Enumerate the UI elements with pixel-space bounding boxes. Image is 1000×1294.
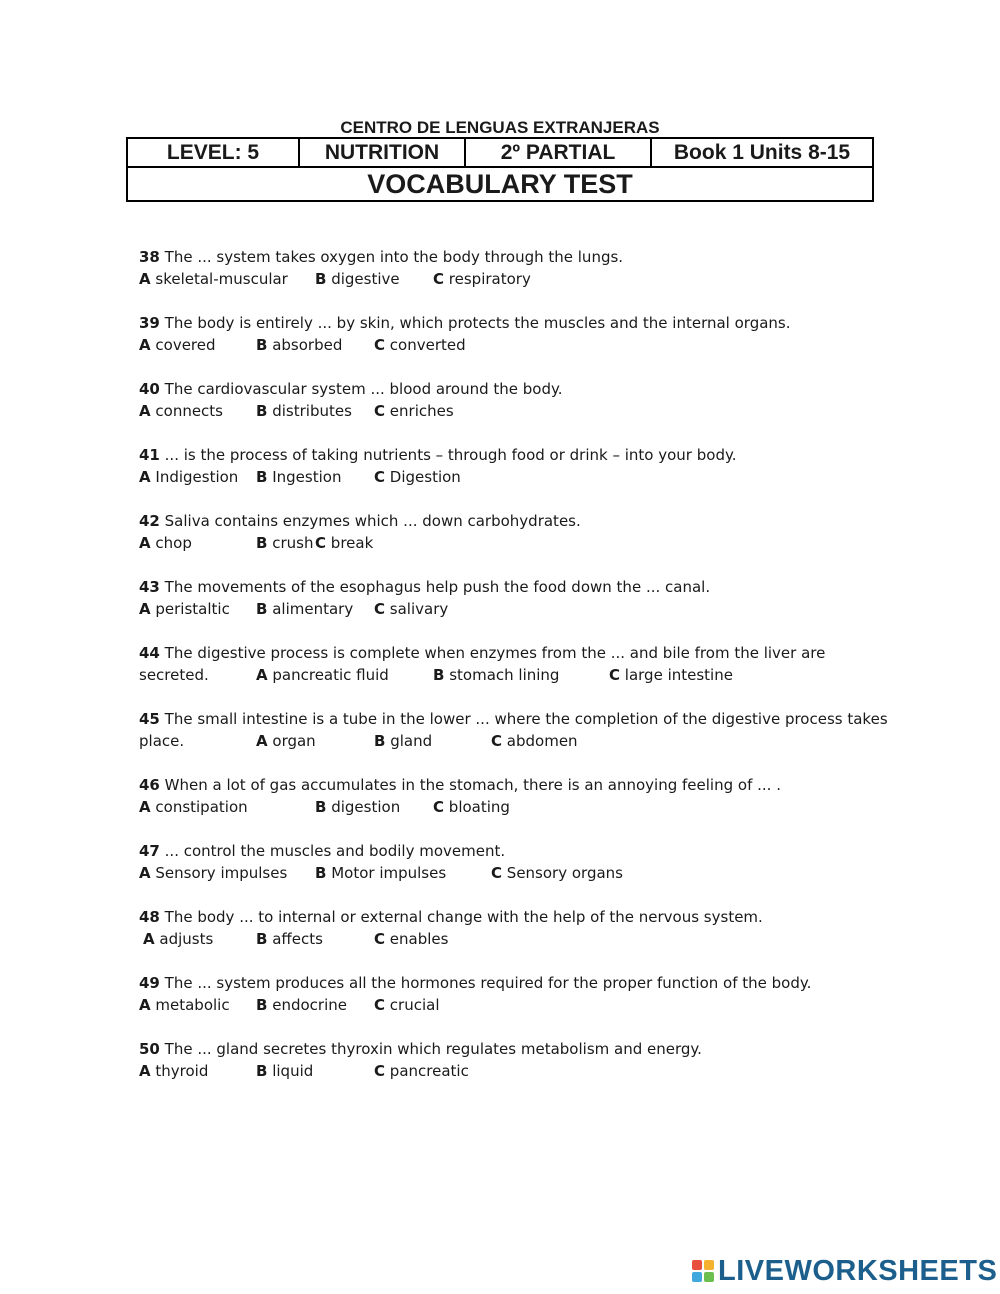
option-letter: C [374,930,386,948]
header-title-row [127,167,873,201]
question-stem [139,708,888,730]
question-text: ... control the muscles and bodily movement. [164,842,506,860]
option-letter: A [139,534,151,552]
question-number: 47 [139,842,160,860]
option-letter: B [256,336,268,354]
option-c[interactable] [315,532,373,554]
option-c[interactable] [374,994,440,1016]
option-letter: B [433,666,445,684]
option-text: affects [272,930,323,948]
option-text: chop [155,534,192,552]
option-letter: A [139,270,151,288]
option-text: alimentary [272,600,354,618]
option-letter: C [374,402,386,420]
question-text: The cardiovascular system ... blood around the body. [164,380,563,398]
option-a[interactable] [256,730,316,752]
question-49 [139,972,879,1016]
logo-square [692,1260,702,1270]
question-41 [139,444,879,488]
question-43 [139,576,879,620]
answer-options [139,532,879,554]
option-text: organ [272,732,316,750]
option-a[interactable] [139,796,248,818]
option-a[interactable] [139,466,238,488]
option-text: distributes [272,402,352,420]
question-number: 44 [139,644,160,662]
option-b[interactable] [315,268,400,290]
option-text: crucial [389,996,440,1014]
option-text: converted [389,336,466,354]
question-stem [139,378,879,400]
question-stem [139,246,879,268]
answer-options [139,730,879,752]
option-c[interactable] [433,796,510,818]
option-letter: C [433,270,445,288]
option-letter: C [374,336,386,354]
option-text: break [330,534,374,552]
test-header-table [126,137,874,202]
option-b[interactable] [256,994,347,1016]
question-number: 41 [139,446,160,464]
question-text: The digestive process is complete when enzymes from the ... and bile from the liver are [164,644,826,662]
option-b[interactable] [256,466,341,488]
test-title: VOCABULARY TEST [127,167,873,201]
option-letter: A [139,996,151,1014]
question-stem [139,774,879,796]
option-letter: B [256,402,268,420]
option-text: Digestion [389,468,461,486]
option-text: Motor impulses [331,864,447,882]
option-c[interactable] [491,730,578,752]
option-a[interactable] [139,400,223,422]
option-c[interactable] [609,664,733,686]
option-letter: A [139,336,151,354]
option-letter: B [315,270,327,288]
option-b[interactable] [256,928,323,950]
option-text: Sensory organs [506,864,623,882]
answer-options [139,334,879,356]
option-a[interactable] [139,334,216,356]
option-c[interactable] [374,466,461,488]
answer-options [139,1060,879,1082]
option-text: thyroid [155,1062,209,1080]
option-text: pancreatic fluid [272,666,389,684]
option-text: enables [389,930,449,948]
logo-square [704,1260,714,1270]
question-text: The body is entirely ... by skin, which protects the muscles and the internal organs. [164,314,791,332]
question-number: 43 [139,578,160,596]
option-c[interactable] [374,400,454,422]
option-letter: C [374,996,386,1014]
question-stem [139,906,879,928]
question-45 [139,708,888,752]
option-text: stomach lining [449,666,560,684]
option-text: Ingestion [272,468,342,486]
option-c[interactable] [433,268,531,290]
option-b[interactable] [256,598,353,620]
logo-text: LIVEWORKSHEETS [718,1254,998,1287]
option-text: respiratory [448,270,531,288]
option-text: skeletal-muscular [155,270,288,288]
option-a[interactable] [139,994,230,1016]
option-text: peristaltic [155,600,230,618]
option-text: pancreatic [389,1062,469,1080]
option-c[interactable] [491,862,623,884]
option-a[interactable] [139,532,192,554]
answer-options [139,796,879,818]
option-letter: A [256,666,268,684]
question-47 [139,840,879,884]
subject-cell: NUTRITION [299,138,465,167]
question-39 [139,312,879,356]
question-stem [139,444,879,466]
answer-options [139,598,879,620]
question-list [139,246,888,1104]
partial-cell: 2º PARTIAL [465,138,651,167]
question-number: 46 [139,776,160,794]
option-letter: A [139,798,151,816]
question-38 [139,246,879,290]
answer-options [139,466,879,488]
question-text: The small intestine is a tube in the lower ... where the completion of the digestive process takes [164,710,888,728]
option-letter: C [315,534,327,552]
option-b[interactable] [256,334,342,356]
question-stem [139,1038,879,1060]
answer-options [139,664,879,686]
question-text: The ... system produces all the hormones required for the proper function of the body. [164,974,812,992]
answer-options [139,862,879,884]
option-letter: C [609,666,621,684]
option-a[interactable] [143,928,213,950]
question-number: 42 [139,512,160,530]
option-c[interactable] [374,598,448,620]
option-a[interactable] [139,1060,208,1082]
option-letter: B [374,732,386,750]
option-text: enriches [389,402,454,420]
organization-name: CENTRO DE LENGUAS EXTRANJERAS [340,118,660,137]
option-text: endocrine [272,996,347,1014]
option-text: absorbed [272,336,343,354]
option-letter: A [139,1062,151,1080]
option-letter: A [139,468,151,486]
question-number: 49 [139,974,160,992]
answer-options [139,268,879,290]
book-cell: Book 1 Units 8-15 [651,138,873,167]
option-letter: C [491,732,503,750]
option-letter: B [315,798,327,816]
option-text: Sensory impulses [155,864,288,882]
question-46 [139,774,879,818]
option-b[interactable] [433,664,559,686]
question-50 [139,1038,879,1082]
question-text: The movements of the esophagus help push the food down the ... canal. [164,578,711,596]
option-text: constipation [155,798,248,816]
question-number: 48 [139,908,160,926]
question-text: The ... system takes oxygen into the body through the lungs. [164,248,624,266]
header-info-row [127,138,873,167]
option-letter: C [374,468,386,486]
option-text: covered [155,336,216,354]
option-text: metabolic [155,996,230,1014]
question-number: 39 [139,314,160,332]
option-text: adjusts [159,930,214,948]
option-letter: B [315,864,327,882]
question-text: Saliva contains enzymes which ... down carbohydrates. [164,512,581,530]
option-text: gland [390,732,433,750]
option-letter: B [256,996,268,1014]
option-a[interactable] [139,268,288,290]
answer-options [139,400,879,422]
option-c[interactable] [374,1060,469,1082]
option-c[interactable] [374,928,448,950]
option-b[interactable] [315,796,400,818]
liveworksheets-logo [692,1254,998,1287]
option-letter: A [139,864,151,882]
question-number: 40 [139,380,160,398]
question-text: The ... gland secretes thyroxin which regulates metabolism and energy. [164,1040,702,1058]
option-letter: A [139,600,151,618]
question-stem [139,312,879,334]
option-text: Indigestion [155,468,239,486]
level-cell: LEVEL: 5 [127,138,299,167]
question-number: 45 [139,710,160,728]
option-letter: B [256,930,268,948]
option-letter: B [256,600,268,618]
option-letter: A [143,930,155,948]
question-stem [139,576,879,598]
option-b[interactable] [315,862,446,884]
logo-square [692,1272,702,1282]
option-b[interactable] [256,1060,313,1082]
answer-options [139,928,879,950]
question-48 [139,906,879,950]
option-letter: C [374,600,386,618]
question-44 [139,642,879,686]
option-letter: C [433,798,445,816]
option-letter: A [256,732,268,750]
option-text: abdomen [506,732,578,750]
option-letter: B [256,1062,268,1080]
question-stem [139,510,879,532]
option-letter: B [256,468,268,486]
option-letter: C [374,1062,386,1080]
option-a[interactable] [256,664,389,686]
question-text: The body ... to internal or external change with the help of the nervous system. [164,908,763,926]
question-40 [139,378,879,422]
logo-mark-icon [692,1260,714,1282]
answer-options [139,994,879,1016]
option-text: large intestine [624,666,733,684]
question-number: 38 [139,248,160,266]
question-42 [139,510,879,554]
option-text: digestion [331,798,401,816]
option-a[interactable] [139,598,230,620]
question-text-continuation: place. [139,732,185,750]
question-number: 50 [139,1040,160,1058]
question-text-continuation: secreted. [139,666,209,684]
question-text: ... is the process of taking nutrients – through food or drink – into your body. [164,446,737,464]
option-text: crush [272,534,314,552]
option-letter: A [139,402,151,420]
option-letter: C [491,864,503,882]
option-c[interactable] [374,334,466,356]
option-text: digestive [331,270,400,288]
option-letter: B [256,534,268,552]
question-stem [139,642,879,664]
option-b[interactable] [374,730,432,752]
option-text: salivary [389,600,449,618]
option-text: connects [155,402,224,420]
question-text: When a lot of gas accumulates in the stomach, there is an annoying feeling of ... . [164,776,781,794]
logo-square [704,1272,714,1282]
option-text: bloating [448,798,510,816]
option-b[interactable] [256,532,313,554]
option-b[interactable] [256,400,352,422]
option-a[interactable] [139,862,287,884]
option-text: liquid [272,1062,314,1080]
question-stem [139,972,879,994]
question-stem [139,840,879,862]
